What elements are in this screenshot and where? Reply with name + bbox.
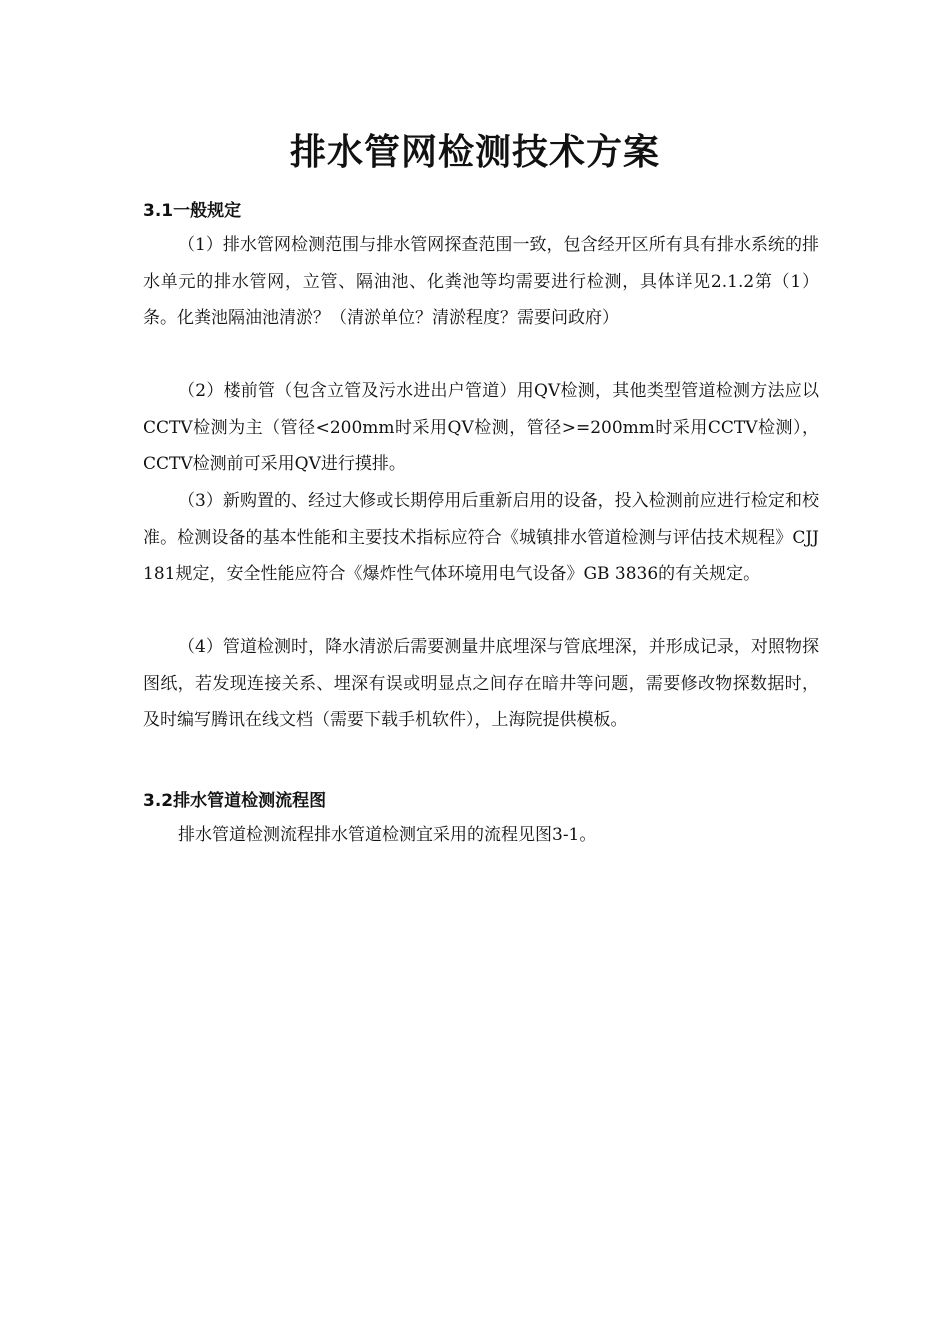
paragraph-3-1-2: （2）楼前管（包含立管及污水进出户管道）用QV检测，其他类型管道检测方法应以CCTV检测为主（管径<200mm时采用QV检测，管径>=200mm时采用CCTV检测），CCTV检测前可采用QV进行摸排。 <box>143 381 819 474</box>
section-heading-3-1: 3.1一般规定 <box>143 201 242 221</box>
paragraph-3-1-4: （4）管道检测时，降水清淤后需要测量井底埋深与管底埋深，并形成记录，对照物探图纸，若发现连接关系、埋深有误或明显点之间存在暗井等问题，需要修改物探数据时，及时编写腾讯在线文档（需要下载手机软件），上海院提供模板。 <box>143 637 819 730</box>
paragraph-3-1-3: （3）新购置的、经过大修或长期停用后重新启用的设备，投入检测前应进行检定和校准。检测设备的基本性能和主要技术指标应符合《城镇排水管道检测与评估技术规程》CJJ 181规定，安全性能应符合《爆炸性气体环境用电气设备》GB 3836的有关规定。 <box>143 491 819 584</box>
document-title: 排水管网检测技术方案 <box>289 132 660 173</box>
paragraph-3-1-1: （1）排水管网检测范围与排水管网探查范围一致，包含经开区所有具有排水系统的排水单元的排水管网，立管、隔油池、化粪池等均需要进行检测，具体详见2.1.2第（1）条。化粪池隔油池清淤？（清淤单位？清淤程度？需要问政府） <box>143 235 819 328</box>
section-heading-3-2: 3.2排水管道检测流程图 <box>143 791 327 811</box>
paragraph-3-2-1: 排水管道检测流程排水管道检测宜采用的流程见图3-1。 <box>178 825 597 845</box>
